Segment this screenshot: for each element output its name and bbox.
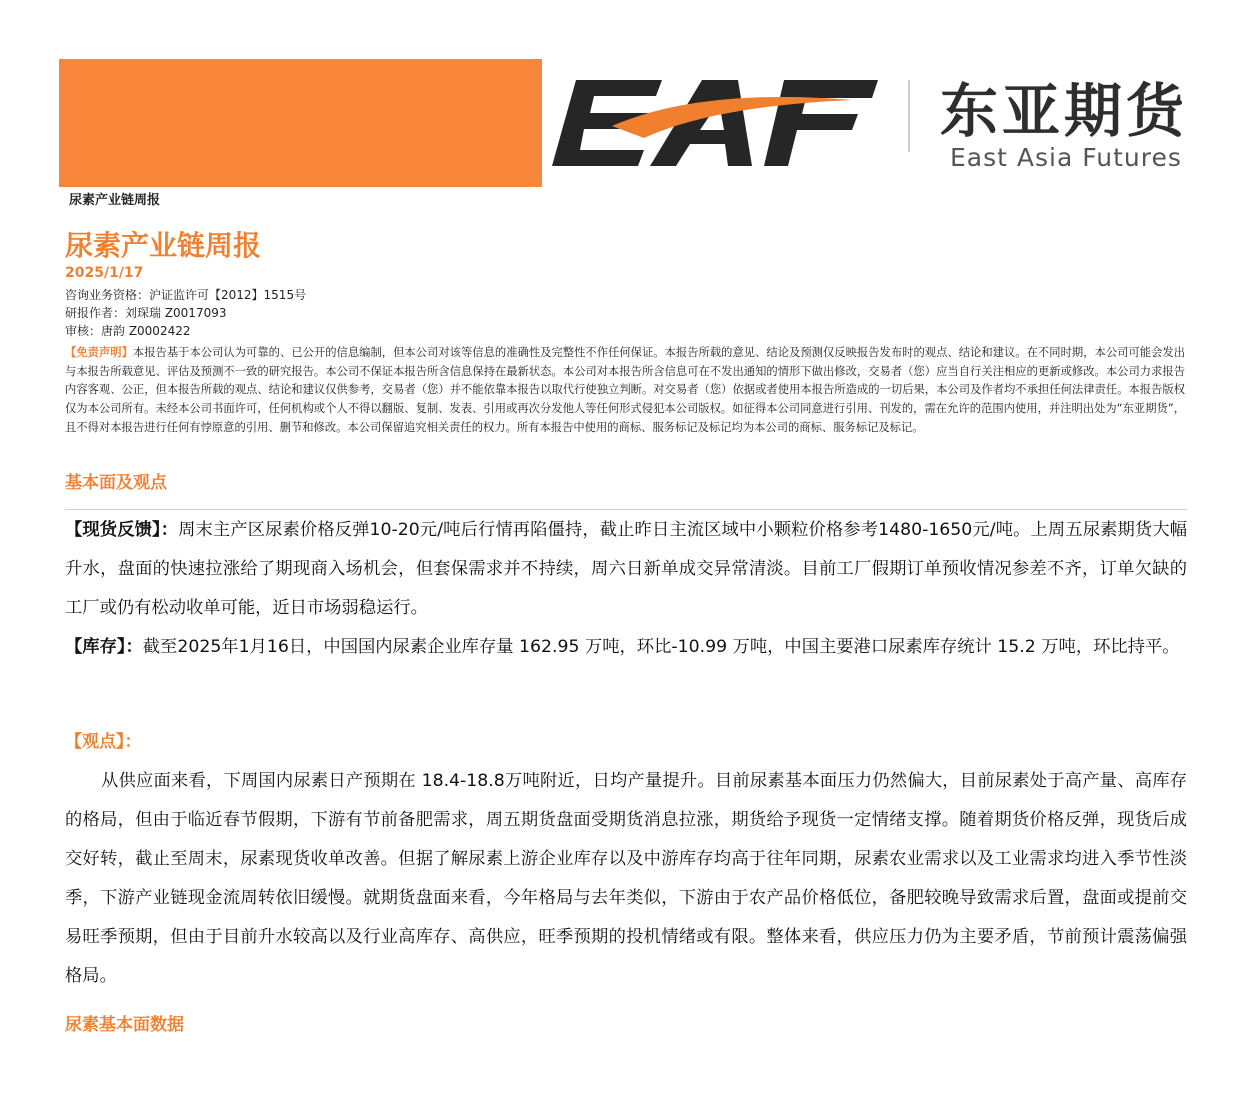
report-date: 2025/1/17	[65, 265, 144, 281]
spot-paragraph	[65, 511, 1187, 628]
license-line: 咨询业务资格：沪证监许可【2012】1515号	[65, 288, 307, 302]
logo-chinese-name: 东亚期货	[940, 77, 1189, 145]
inventory-paragraph	[65, 628, 1187, 667]
reviewer-line: 审核：唐韵 Z0002422	[65, 324, 191, 338]
disclaimer	[65, 344, 1185, 438]
section-divider	[65, 509, 1187, 510]
view-paragraph: 从供应面来看，下周国内尿素日产预期在 18.4-18.8万吨附近，日均产量提升。目前尿素基本面压力仍然偏大，目前尿素处于高产量、高库存的格局，但由于临近春节假期，下游有节前备肥需求，周五期货盘面受期货消息拉涨，期货给予现货一定情绪支撑。随着期货价格反弹，现货后成交好转，截止至周末，尿素现货收单改善。但据了解尿素上游企业库存以及中游库存均高于往年同期，尿素农业需求以及工业需求均进入季节性淡季，下游产业链现金流周转依旧缓慢。就期货盘面来看，今年格局与去年类似，下游由于农产品价格低位，备肥较晚导致需求后置，盘面或提前交易旺季预期，但由于目前升水较高以及行业高库存、高供应，旺季预期的投机情绪或有限。整体来看，供应压力仍为主要矛盾，节前预计震荡偏强格局。	[65, 771, 1187, 986]
view-label: 【观点】：	[65, 732, 142, 752]
logo-divider	[908, 80, 910, 152]
inventory-label: 【库存】：	[65, 637, 143, 657]
section-title-data: 尿素基本面数据	[65, 1015, 184, 1035]
report-title: 尿素产业链周报	[65, 229, 262, 262]
disclaimer-tag: 【免责声明】	[65, 346, 133, 359]
spot-label: 【现货反馈】：	[65, 520, 179, 540]
report-series-label: 尿素产业链周报	[69, 193, 161, 208]
eaf-logo	[552, 80, 878, 166]
section-title-fundamentals: 基本面及观点	[65, 473, 167, 493]
orange-banner	[59, 59, 542, 187]
spot-text: 周末主产区尿素价格反弹10-20元/吨后行情再陷僵持，截止昨日主流区域中小颗粒价格参考1480-1650元/吨。上周五尿素期货大幅升水，盘面的快速拉涨给了期现商入场机会，但套保需求并不持续，周六日新单成交异常清淡。目前工厂假期订单预收情况参差不齐，订单欠缺的工厂或仍有松动收单可能，近日市场弱稳运行。	[65, 520, 1187, 618]
author-line: 研报作者：刘琛瑞 Z0017093	[65, 306, 227, 320]
logo-english-name: East Asia Futures	[950, 143, 1182, 172]
disclaimer-text: 本报告基于本公司认为可靠的、已公开的信息编制，但本公司对该等信息的准确性及完整性不作任何保证。本报告所载的意见、结论及预测仅反映报告发布时的观点、结论和建议。在不同时期，本公司可能会发出与本报告所载意见、评估及预测不一致的研究报告。本公司不保证本报告所含信息保持在最新状态。本公司对本报告所含信息可在不发出通知的情形下做出修改，交易者（您）应当自行关注相应的更新或修改。本公司力求报告内容客观、公正，但本报告所载的观点、结论和建议仅供参考，交易者（您）并不能依靠本报告以取代行使独立判断。对交易者（您）依据或者使用本报告所造成的一切后果，本公司及作者均不承担任何法律责任。本报告版权仅为本公司所有。未经本公司书面许可，任何机构或个人不得以翻版、复制、发表、引用或再次分发他人等任何形式侵犯本公司版权。如征得本公司同意进行引用、刊发的，需在允许的范围内使用，并注明出处为“东亚期货”，且不得对本报告进行任何有悖原意的引用、删节和修改。本公司保留追究相关责任的权力。所有本报告中使用的商标、服务标记及标记均为本公司的商标、服务标记及标记。	[65, 346, 1185, 434]
inventory-text: 截至2025年1月16日，中国国内尿素企业库存量 162.95 万吨，环比-10.99 万吨，中国主要港口尿素库存统计 15.2 万吨，环比持平。	[142, 637, 1180, 657]
